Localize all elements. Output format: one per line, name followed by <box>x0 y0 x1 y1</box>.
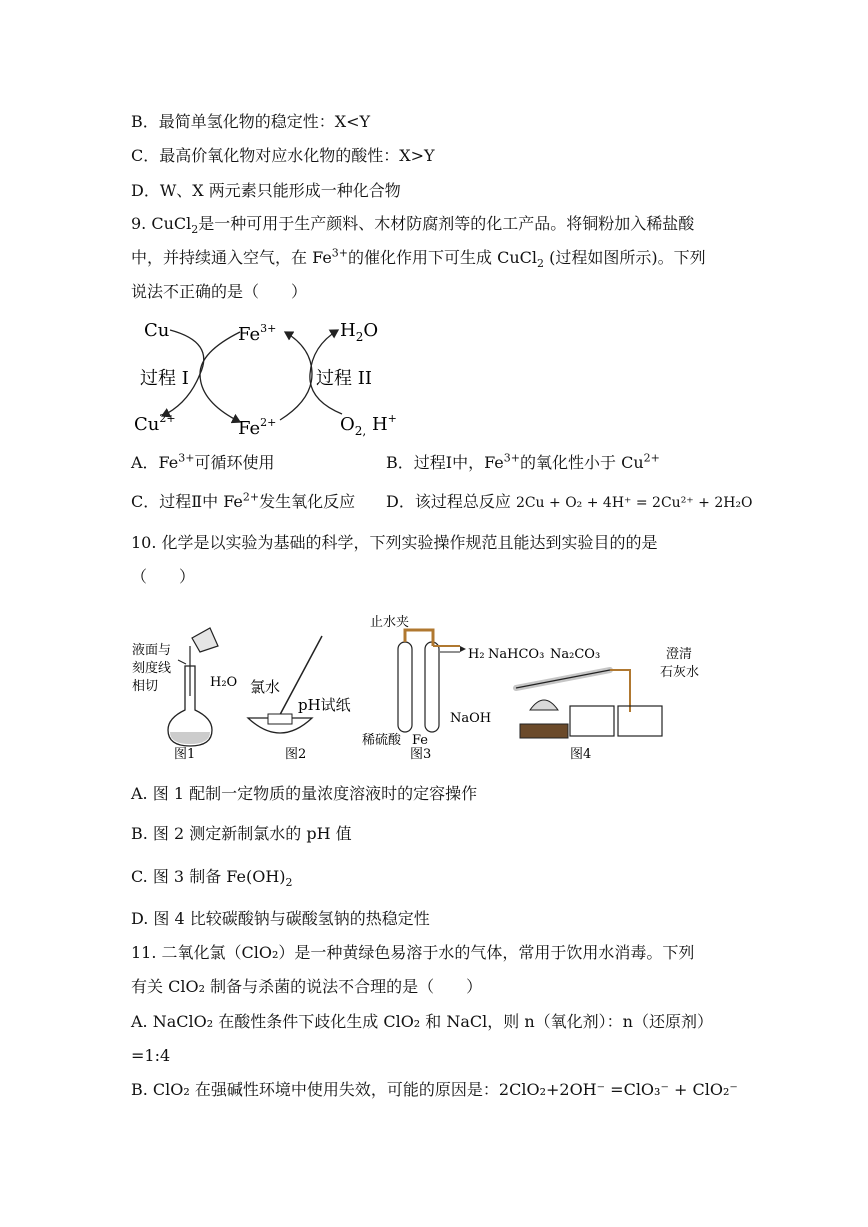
q8-option-b: B．最简单氢化物的稳定性：X<Y <box>131 112 371 131</box>
svg-text:Fe: Fe <box>412 733 429 748</box>
svg-text:图3: 图3 <box>410 747 432 762</box>
o2-h-label: $O_{2,}$ H+ <box>340 412 397 438</box>
fig1-volumetric-flask <box>132 628 237 762</box>
q10-option-a: A. 图 1 配制一定物质的量浓度溶液时的定容操作 <box>131 784 478 803</box>
svg-text:Na₂CO₃: Na₂CO₃ <box>550 647 601 662</box>
svg-text:pH试纸: pH试纸 <box>298 696 351 714</box>
svg-text:H₂O: H₂O <box>210 675 238 690</box>
fe3-label: $Fe^{3+}$ <box>238 322 277 345</box>
cu-label: Cu <box>144 320 170 341</box>
svg-text:氯水: 氯水 <box>250 678 281 696</box>
q10-option-c: C. 图 3 制备 $Fe(OH)_2$ <box>131 867 293 890</box>
q10-stem-line2: （ ） <box>131 567 196 586</box>
q9-cycle-diagram <box>130 312 400 442</box>
q9-option-b: B．过程Ⅰ中，$Fe^{3+}$的氧化性小于 $Cu^{2+}$ <box>386 451 660 472</box>
svg-text:图1: 图1 <box>174 747 196 762</box>
q10-option-d: D. 图 4 比较碳酸钠与碳酸氢钠的热稳定性 <box>131 909 430 928</box>
process-1-label: 过程 I <box>140 368 189 389</box>
q10-figures <box>130 606 740 766</box>
svg-text:相切: 相切 <box>132 679 159 694</box>
svg-text:图2: 图2 <box>285 747 307 762</box>
q9-stem-line2: 中，并持续通入空气，在 $Fe^{3+}$的催化作用下可生成 CuCl$_2$ (过程如图所示)。下列 <box>131 246 706 271</box>
q11-option-a-line1: A. NaClO₂ 在酸性条件下歧化生成 ClO₂ 和 NaCl，则 n（氧化剂）：n（还原剂） <box>131 1012 713 1031</box>
svg-text:澄清: 澄清 <box>666 647 693 662</box>
q9-stem-line3: 说法不正确的是（ ） <box>131 282 308 301</box>
fig2-ph-test <box>248 636 351 762</box>
q8-option-d: D．W、X 两元素只能形成一种化合物 <box>131 181 401 200</box>
q11-stem-line1: 11. 二氧化氯（ClO₂）是一种黄绿色易溶于水的气体，常用于饮用水消毒。下列 <box>131 943 695 962</box>
q9-option-c: C．过程Ⅱ中 $Fe^{2+}$发生氧化反应 <box>131 490 356 511</box>
q9-option-a: A．$Fe^{3+}$可循环使用 <box>131 451 275 472</box>
q9-option-d: D．该过程总反应 2Cu + O₂ + 4H⁺ = 2Cu²⁺ + 2H₂O <box>386 492 753 511</box>
svg-text:液面与: 液面与 <box>132 643 172 658</box>
fig4-heating-setup <box>488 646 699 762</box>
svg-text:H₂: H₂ <box>468 647 485 662</box>
q11-stem-line2: 有关 ClO₂ 制备与杀菌的说法不合理的是（ ） <box>131 977 483 996</box>
fe2-label: $Fe^{2+}$ <box>238 416 277 439</box>
q10-stem-line1: 10. 化学是以实验为基础的科学，下列实验操作规范且能达到实验目的的是 <box>131 533 658 552</box>
svg-text:石灰水: 石灰水 <box>660 665 700 680</box>
q8-option-c: C．最高价氧化物对应水化物的酸性：X>Y <box>131 146 435 165</box>
h2o-label: $H_2O$ <box>340 320 379 344</box>
process-2-label: 过程 II <box>316 368 372 389</box>
cu2-label: $Cu^{2+}$ <box>134 412 176 435</box>
q11-option-b: B. ClO₂ 在强碱性环境中使用失效，可能的原因是：2ClO₂+2OH⁻ =ClO₃⁻ + ClO₂⁻ <box>131 1080 738 1099</box>
q9-stem-line1: 9. CuCl$_2$是一种可用于生产颜料、木材防腐剂等的化工产品。将铜粉加入稀盐酸 <box>131 214 695 237</box>
q11-option-a-line2: =1:4 <box>131 1046 171 1065</box>
svg-text:NaOH: NaOH <box>450 711 492 726</box>
svg-text:刻度线: 刻度线 <box>132 661 172 676</box>
fig3-test-tubes <box>362 614 491 762</box>
svg-text:图4: 图4 <box>570 747 592 762</box>
svg-text:止水夹: 止水夹 <box>370 615 410 630</box>
svg-text:稀硫酸: 稀硫酸 <box>362 733 402 748</box>
q10-option-b: B. 图 2 测定新制氯水的 pH 值 <box>131 824 352 843</box>
svg-text:NaHCO₃: NaHCO₃ <box>488 647 545 662</box>
